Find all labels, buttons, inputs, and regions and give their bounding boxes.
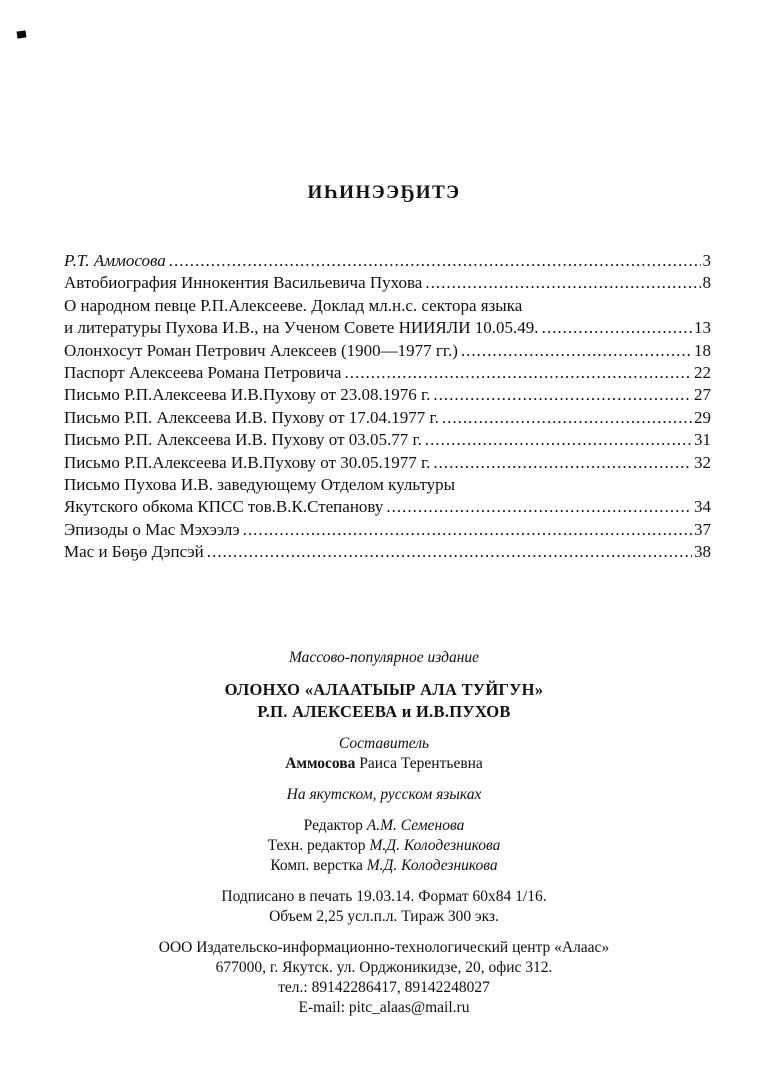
- toc-entry-text: Якутского обкома КПСС тов.В.К.Степанову: [64, 497, 384, 517]
- toc-leader: [386, 496, 692, 518]
- toc-entry: [64, 474, 711, 496]
- compiler-block: [0, 734, 768, 774]
- print-info: [0, 887, 768, 927]
- editor-line: [0, 836, 768, 856]
- languages-note: На якутском, русском языках: [286, 785, 482, 803]
- editor-label: Редактор: [303, 816, 367, 834]
- toc-entry: [64, 452, 711, 474]
- publisher-name: ООО Издательско-информационно-технологический центр «Алаас»: [158, 938, 610, 956]
- editor-name: М.Д. Колодезникова: [366, 856, 498, 874]
- toc-entry: [64, 272, 711, 294]
- toc-leader: [344, 362, 692, 384]
- toc-page-number: 37: [694, 519, 711, 539]
- print-info-line1: Подписано в печать 19.03.14. Формат 60х84 1/16.: [221, 887, 547, 905]
- toc-entry-text: Р.Т. Аммосова: [64, 251, 166, 270]
- toc-page-number: 8: [702, 273, 711, 293]
- toc-entry: [64, 250, 711, 272]
- publisher-address: 677000, г. Якутск. ул. Орджоникидзе, 20, офис 312.: [215, 958, 553, 976]
- toc-entry: [64, 407, 711, 429]
- toc-page-number: 22: [694, 363, 711, 383]
- compiler-surname: Аммосова: [285, 754, 356, 772]
- toc-entry-text: О народном певце Р.П.Алексееве. Доклад мл.н.с. сектора языка: [64, 295, 523, 315]
- toc-entry-text: Письмо Р.П. Алексеева И.В. Пухову от 17.04.1977 г.: [64, 407, 439, 427]
- toc-page-number: 3: [702, 251, 711, 270]
- toc-entry-text: Олонхосут Роман Петрович Алексеев (1900—1977 гг.): [64, 340, 458, 360]
- toc-leader: [433, 384, 692, 406]
- toc-page-number: 29: [694, 407, 711, 427]
- editors-block: [0, 816, 768, 876]
- toc-page-number: 38: [694, 542, 711, 562]
- edition-type: Массово-популярное издание: [288, 648, 480, 666]
- toc-page-number: 18: [694, 340, 711, 360]
- editor-name: М.Д. Колодезникова: [369, 836, 501, 854]
- toc-entry-text: Эпизоды о Мас Мэхээлэ: [64, 519, 240, 539]
- book-title: [0, 679, 768, 723]
- toc-leader: [542, 317, 692, 339]
- publisher-email: E-mail: pitc_alaas@mail.ru: [298, 998, 470, 1016]
- print-info-line2: Объем 2,25 усл.п.л. Тираж 300 экз.: [269, 907, 499, 925]
- compiler-given-name: Раиса Терентьевна: [355, 754, 483, 772]
- book-title-line2: Р.П. АЛЕКСЕЕВА и И.В.ПУХОВ: [257, 701, 511, 721]
- toc-title: ИҺИНЭЭҔИТЭ: [307, 182, 461, 203]
- compiler-name: [0, 754, 768, 774]
- editor-name: А.М. Семенова: [366, 816, 465, 834]
- editor-label: Техн. редактор: [267, 836, 370, 854]
- book-title-line1: ОЛОНХО «АЛААТЫЫР АЛА ТУЙГУН»: [224, 679, 544, 699]
- toc-page-number: 13: [694, 318, 711, 338]
- toc-entry: [64, 519, 711, 541]
- toc-entry-text: Письмо Р.П.Алексеева И.В.Пухову от 30.05.1977 г.: [64, 452, 431, 472]
- toc-entry: [64, 340, 711, 362]
- toc-entry: [64, 317, 711, 339]
- toc-leader: [207, 541, 692, 563]
- toc-entry: [64, 362, 711, 384]
- editor-line: [0, 816, 768, 836]
- toc-entry-text: Письмо Р.П. Алексеева И.В. Пухову от 03.05.77 г.: [64, 430, 422, 450]
- publisher-info: [0, 938, 768, 1018]
- toc-leader: [433, 452, 692, 474]
- publisher-phones: тел.: 89142286417, 89142248027: [278, 978, 490, 996]
- toc-entry: [64, 541, 711, 563]
- toc-page-number: 31: [694, 430, 711, 450]
- toc-leader: [461, 340, 692, 362]
- toc-page-number: 34: [694, 497, 711, 517]
- toc-entry: [64, 496, 711, 518]
- toc-entry-text: Письмо Пухова И.В. заведующему Отделом культуры: [64, 475, 456, 495]
- toc-page-number: 27: [694, 385, 711, 405]
- toc-entry-text: Паспорт Алексеева Романа Петровича: [64, 363, 342, 383]
- toc-leader: [243, 519, 692, 541]
- toc-page-number: 32: [694, 452, 711, 472]
- editor-label: Комп. верстка: [270, 856, 367, 874]
- editor-line: [0, 856, 768, 876]
- toc-entry: [64, 384, 711, 406]
- table-of-contents: [64, 250, 711, 564]
- colophon: [0, 648, 768, 1018]
- toc-entry-text: Письмо Р.П.Алексеева И.В.Пухову от 23.08.1976 г.: [64, 385, 431, 405]
- toc-leader: [442, 407, 692, 429]
- toc-entry: [64, 429, 711, 451]
- toc-leader: [169, 250, 701, 272]
- toc-leader: [425, 429, 692, 451]
- scan-artifact-mark: [17, 30, 27, 38]
- compiler-label: Составитель: [338, 734, 430, 752]
- toc-entry: [64, 295, 711, 317]
- toc-entry-text: и литературы Пухова И.В., на Ученом Совете НИИЯЛИ 10.05.49.: [64, 318, 539, 338]
- toc-entry-text: Автобиография Иннокентия Васильевича Пухова: [64, 273, 423, 293]
- toc-leader: [425, 272, 700, 294]
- toc-entry-text: Мас и Бөҕө Дэпсэй: [64, 542, 204, 562]
